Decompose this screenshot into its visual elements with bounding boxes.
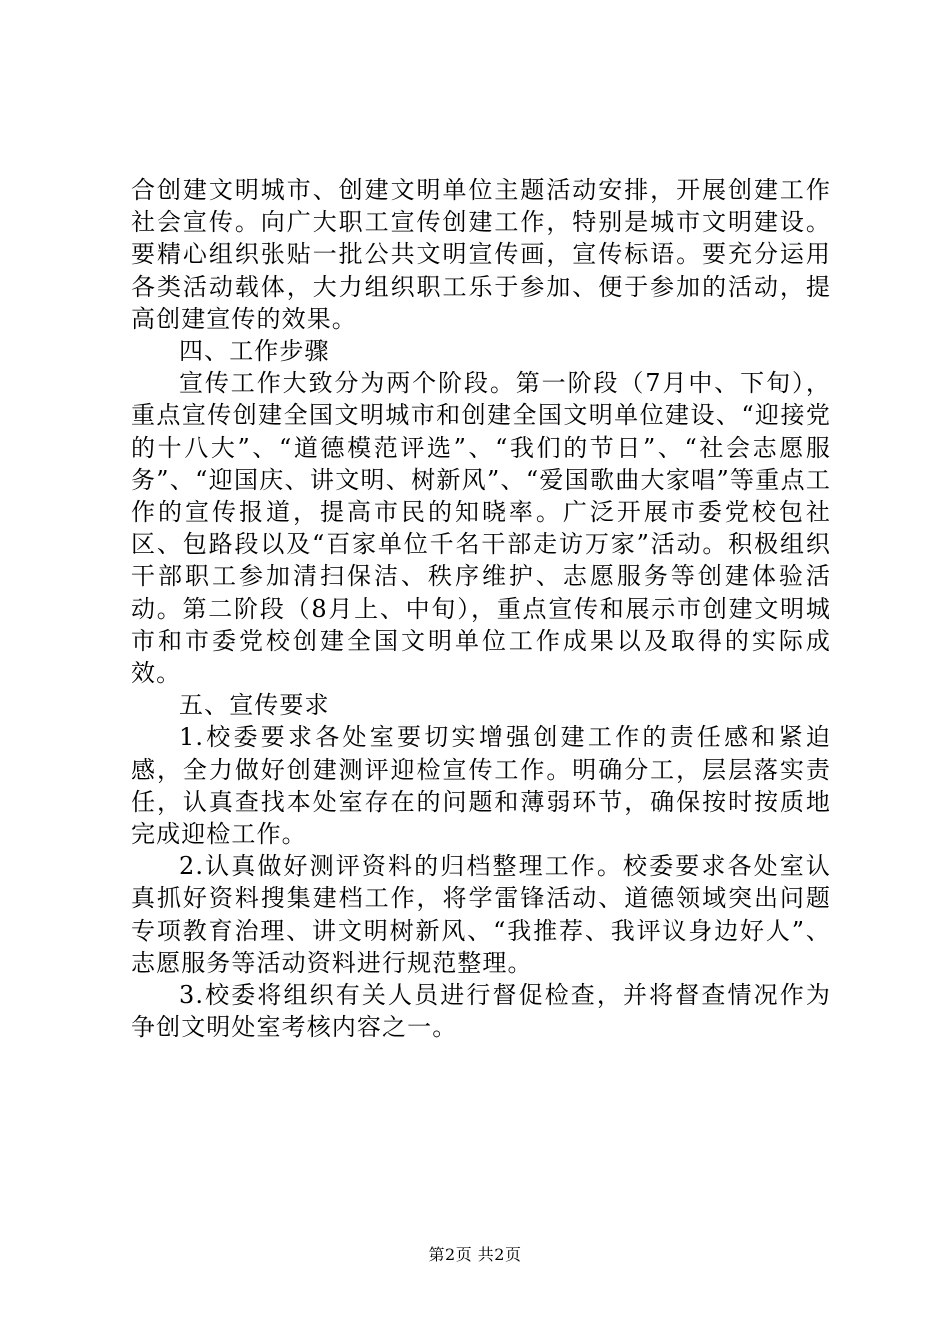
paragraph-requirement-3: 3.校委将组织有关人员进行督促检查，并将督查情况作为争创文明处室考核内容之一。 <box>131 981 831 1042</box>
section-heading-requirements: 五、宣传要求 <box>179 691 330 720</box>
paragraph-work-steps: 宣传工作大致分为两个阶段。第一阶段（7月中、下旬），重点宣传创建全国文明城市和创建全国文明单位建设、“迎接党的十八大”、“道德模范评选”、“我们的节日”、“社会志愿服务”、“迎国庆、讲文明、树新风”、“爱国歌曲大家唱”等重点工作的宣传报道，提高市民的知晓率。广泛开展市委党校包社区、包路段以及“百家单位千名干部走访万家”活动。积极组织干部职工参加清扫保洁、秩序维护、志愿服务等创建体验活动。第二阶段（8月上、中旬），重点宣传和展示市创建文明城市和市委党校创建全国文明单位工作成果以及取得的实际成效。 <box>131 369 831 688</box>
paragraph-requirement-2: 2.认真做好测评资料的归档整理工作。校委要求各处室认真抓好资料搜集建档工作，将学雷锋活动、道德领域突出问题专项教育治理、讲文明树新风、“我推荐、我评议身边好人”、志愿服务等活动资料进行规范整理。 <box>131 852 831 977</box>
document-body <box>131 174 831 1043</box>
section-heading-work-steps: 四、工作步骤 <box>179 337 330 366</box>
page-number-label: 第2页 共2页 <box>428 1245 522 1264</box>
paragraph-requirement-1: 1.校委要求各处室要切实增强创建工作的责任感和紧迫感，全力做好创建测评迎检宣传工作。明确分工，层层落实责任，认真查找本处室存在的问题和薄弱环节，确保按时按质地完成迎检工作。 <box>131 723 831 849</box>
page-footer <box>0 1245 950 1265</box>
paragraph-continuation: 合创建文明城市、创建文明单位主题活动安排，开展创建工作社会宣传。向广大职工宣传创建工作，特别是城市文明建设。要精心组织张贴一批公共文明宣传画，宣传标语。要充分运用各类活动载体，大力组织职工乐于参加、便于参加的活动，提高创建宣传的效果。 <box>131 176 831 333</box>
